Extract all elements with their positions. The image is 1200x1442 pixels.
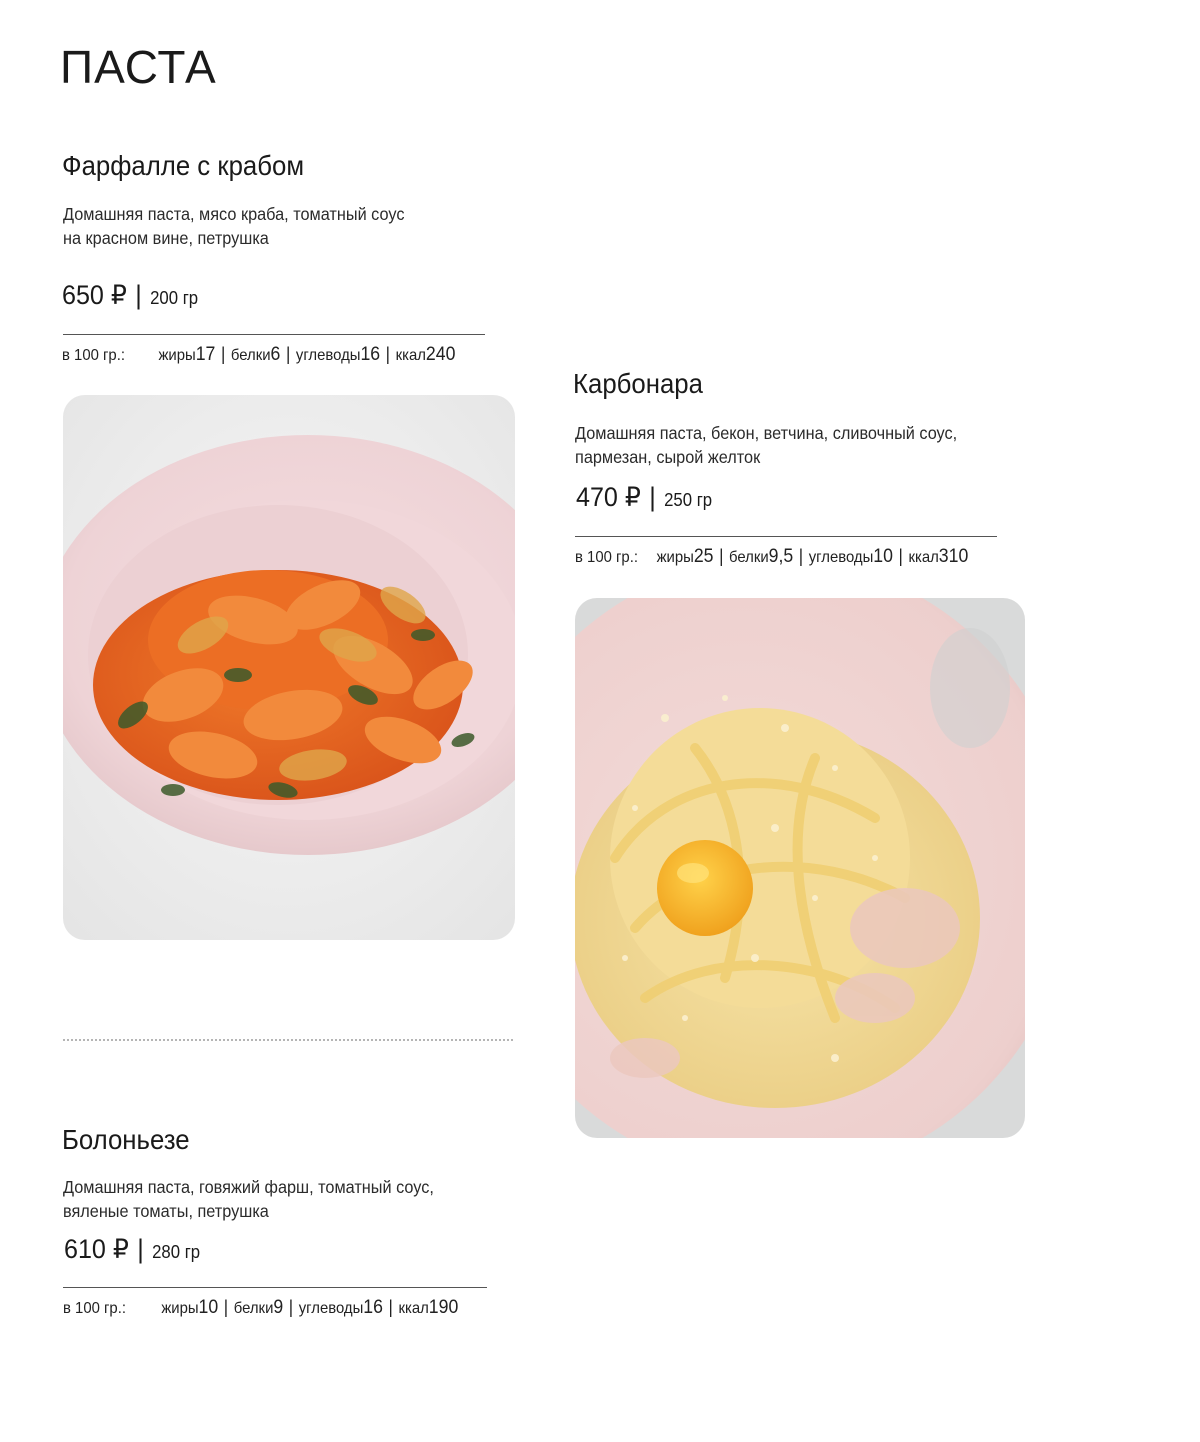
carbs-value: 10 bbox=[873, 546, 893, 567]
kcal-value: 310 bbox=[938, 546, 969, 567]
divider-rule bbox=[63, 1287, 487, 1288]
separator: | bbox=[223, 1297, 229, 1317]
protein-value: 9 bbox=[273, 1297, 284, 1318]
carbs-label: углеводы bbox=[295, 347, 361, 364]
page-title: ПАСТА bbox=[60, 41, 217, 93]
protein-value: 9,5 bbox=[768, 546, 794, 567]
separator: | bbox=[135, 280, 142, 310]
description-line: Домашняя паста, бекон, ветчина, сливочный соус, bbox=[575, 423, 958, 443]
price: 470 ₽ bbox=[576, 482, 641, 512]
fat-value: 17 bbox=[195, 344, 216, 365]
kcal-value: 240 bbox=[425, 344, 456, 365]
price-line-carbonara bbox=[576, 482, 712, 513]
dotted-divider bbox=[63, 1039, 513, 1041]
separator: | bbox=[220, 344, 226, 364]
separator: | bbox=[798, 546, 804, 566]
dish-description-bolognese bbox=[63, 1175, 434, 1223]
dish-description-farfalle bbox=[63, 202, 404, 250]
separator: | bbox=[898, 546, 903, 566]
nutrition-per-label: в 100 гр.: bbox=[575, 549, 638, 566]
nutrition-line-bolognese bbox=[63, 1297, 458, 1319]
fat-value: 10 bbox=[198, 1297, 219, 1318]
nutrition-line-farfalle bbox=[62, 344, 455, 366]
dish-name-bolognese: Болоньезе bbox=[62, 1124, 190, 1155]
dish-name-carbonara: Карбонара bbox=[573, 368, 703, 399]
description-line: на красном вине, петрушка bbox=[63, 228, 269, 248]
carbonara-photo bbox=[575, 598, 1025, 1138]
price: 650 ₽ bbox=[62, 280, 127, 310]
separator: | bbox=[388, 1297, 393, 1317]
nutrition-line-carbonara bbox=[575, 546, 968, 568]
kcal-value: 190 bbox=[428, 1297, 459, 1318]
carbs-label: углеводы bbox=[298, 1300, 364, 1317]
description-line: Домашняя паста, говяжий фарш, томатный соус, bbox=[63, 1177, 434, 1197]
separator: | bbox=[719, 546, 724, 566]
weight: 200 гр bbox=[150, 288, 199, 308]
fat-label: жиры bbox=[158, 347, 196, 364]
carbs-value: 16 bbox=[363, 1297, 383, 1318]
price-line-farfalle bbox=[62, 280, 198, 311]
separator: | bbox=[285, 344, 291, 364]
separator: | bbox=[385, 344, 391, 364]
carbs-value: 16 bbox=[360, 344, 381, 365]
protein-value: 6 bbox=[270, 344, 281, 365]
nutrition-per-label: в 100 гр.: bbox=[62, 347, 125, 364]
dish-description-carbonara bbox=[575, 421, 957, 469]
kcal-label: ккал bbox=[398, 1300, 429, 1317]
description-line: пармезан, сырой желток bbox=[575, 447, 761, 467]
price-line-bolognese bbox=[64, 1234, 200, 1265]
carbs-label: углеводы bbox=[808, 549, 874, 566]
protein-label: белки bbox=[729, 549, 769, 566]
separator: | bbox=[288, 1297, 294, 1317]
separator: | bbox=[649, 482, 656, 512]
nutrition-per-label: в 100 гр.: bbox=[63, 1300, 126, 1317]
kcal-label: ккал bbox=[908, 549, 939, 566]
kcal-label: ккал bbox=[395, 347, 426, 364]
weight: 280 гр bbox=[152, 1242, 201, 1262]
divider-rule bbox=[575, 536, 997, 537]
protein-label: белки bbox=[230, 347, 271, 364]
description-line: вяленые томаты, петрушка bbox=[63, 1201, 269, 1221]
fat-label: жиры bbox=[656, 549, 694, 566]
protein-label: белки bbox=[233, 1300, 274, 1317]
description-line: Домашняя паста, мясо краба, томатный соус bbox=[63, 204, 405, 224]
fat-label: жиры bbox=[161, 1300, 199, 1317]
farfalle-with-crab-photo bbox=[63, 395, 515, 940]
price: 610 ₽ bbox=[64, 1234, 129, 1264]
fat-value: 25 bbox=[693, 546, 714, 567]
dish-name-farfalle: Фарфалле с крабом bbox=[62, 150, 305, 181]
divider-rule bbox=[63, 334, 485, 335]
weight: 250 гр bbox=[664, 490, 713, 510]
separator: | bbox=[137, 1234, 144, 1264]
